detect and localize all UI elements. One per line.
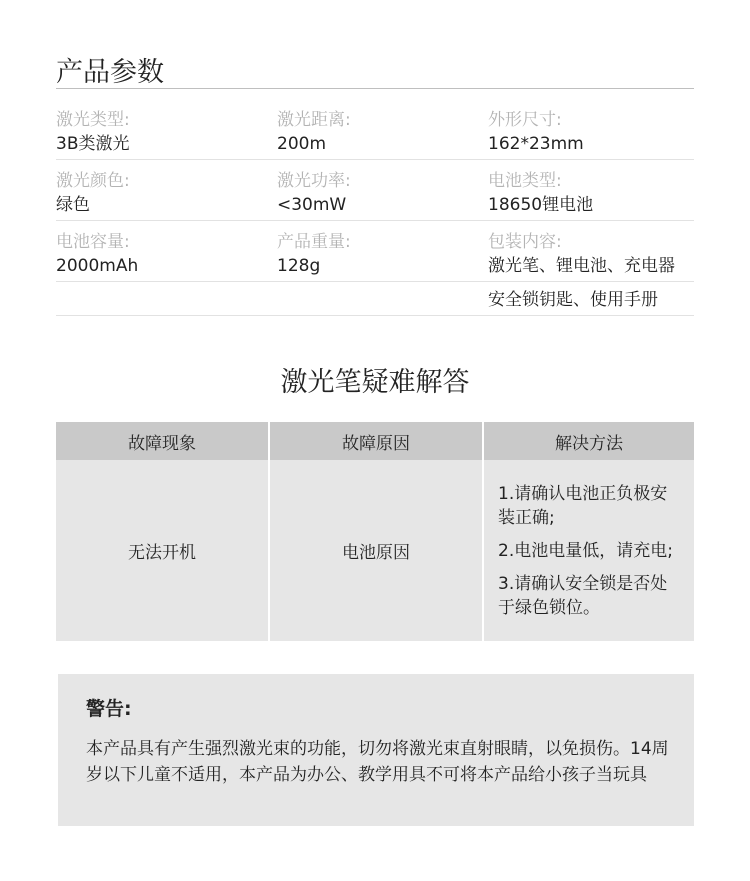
warning-text: 本产品具有产生强烈激光束的功能，切勿将激光束直射眼睛，以免损伤。14周岁以下儿童不适用，本产品为办公、教学用具不可将本产品给小孩子当玩具 bbox=[86, 739, 669, 785]
param-package-contents-cont bbox=[488, 288, 658, 312]
faq-cause: 电池原因 bbox=[269, 460, 483, 641]
param-label: 外形尺寸: bbox=[488, 110, 562, 130]
param-battery-type bbox=[488, 169, 593, 217]
param-laser-power bbox=[277, 169, 351, 217]
param-label: 电池容量: bbox=[56, 232, 130, 252]
param-package-contents bbox=[488, 230, 675, 278]
warning-title: 警告: bbox=[86, 698, 132, 720]
param-row-1 bbox=[56, 108, 694, 160]
param-label: 激光距离: bbox=[277, 110, 351, 130]
faq-title: 激光笔疑难解答 bbox=[280, 367, 470, 398]
param-value: 200m bbox=[277, 134, 327, 154]
solution-item: 2.电池电量低，请充电; bbox=[498, 540, 673, 561]
faq-solutions bbox=[483, 460, 694, 641]
param-label: 激光类型: bbox=[56, 110, 130, 130]
faq-table bbox=[56, 422, 694, 641]
param-value: 2000mAh bbox=[56, 256, 139, 276]
param-value: 128g bbox=[277, 256, 321, 276]
param-section-title: 产品参数 bbox=[56, 57, 164, 88]
title-divider bbox=[56, 88, 694, 89]
param-value: 绿色 bbox=[56, 195, 90, 215]
param-value: 18650锂电池 bbox=[488, 195, 594, 215]
solution-item: 3.请确认安全锁是否处于绿色锁位。 bbox=[498, 573, 668, 618]
table-row bbox=[56, 460, 694, 641]
param-laser-color bbox=[56, 169, 130, 217]
faq-symptom: 无法开机 bbox=[56, 460, 269, 641]
param-label: 激光颜色: bbox=[56, 171, 130, 191]
solution-item: 1.请确认电池正负极安装正确; bbox=[498, 483, 668, 528]
param-label: 激光功率: bbox=[277, 171, 351, 191]
param-value: <30mW bbox=[277, 195, 347, 215]
param-value: 162*23mm bbox=[488, 134, 584, 154]
param-row-2 bbox=[56, 169, 694, 221]
param-battery-capacity bbox=[56, 230, 138, 278]
param-label: 产品重量: bbox=[277, 232, 351, 252]
param-row-4 bbox=[56, 282, 694, 316]
param-value: 激光笔、锂电池、充电器 bbox=[488, 256, 675, 276]
warning-box bbox=[58, 674, 694, 826]
param-value: 安全锁钥匙、使用手册 bbox=[488, 290, 658, 310]
param-label: 包装内容: bbox=[488, 232, 562, 252]
param-weight bbox=[277, 230, 351, 278]
param-laser-type bbox=[56, 108, 130, 156]
faq-header-cause: 故障原因 bbox=[269, 422, 483, 460]
param-value: 3B类激光 bbox=[56, 134, 130, 154]
param-laser-distance bbox=[277, 108, 351, 156]
faq-header-symptom: 故障现象 bbox=[56, 422, 269, 460]
param-dimensions bbox=[488, 108, 584, 156]
param-row-3 bbox=[56, 230, 694, 282]
param-label: 电池类型: bbox=[488, 171, 562, 191]
faq-header-solution: 解决方法 bbox=[483, 422, 694, 460]
